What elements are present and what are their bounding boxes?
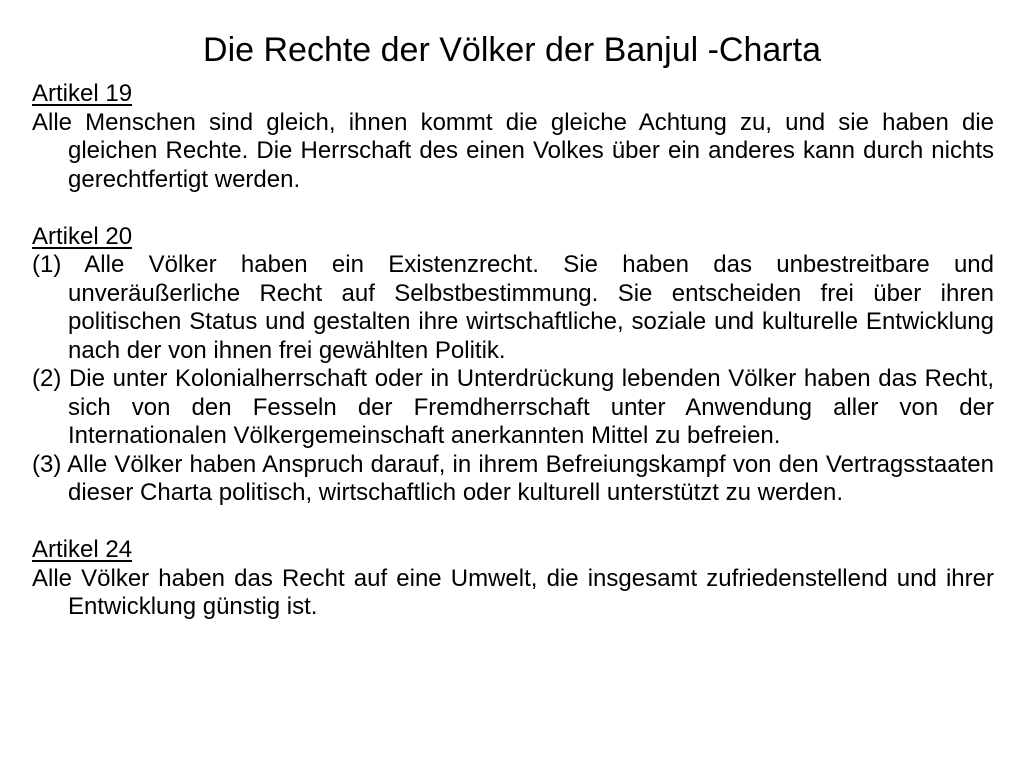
article-heading: Artikel 20	[32, 222, 133, 250]
article-24	[32, 536, 994, 622]
document-body	[32, 80, 994, 622]
section-spacer	[32, 194, 994, 223]
article-heading: Artikel 24	[32, 536, 133, 563]
section-spacer	[32, 508, 994, 537]
article-paragraph: Alle Menschen sind gleich, ihnen kommt die gleiche Achtung zu, und sie haben die gleichen Rechte. Die Herrschaft des einen Volkes über ein anderes kann durch nichts gerechtfertigt werden.	[32, 108, 994, 193]
article-paragraph: Alle Völker haben das Recht auf eine Umwelt, die insgesamt zufriedenstellend und ihrer Entwicklung günstig ist.	[32, 564, 994, 620]
article-20	[32, 223, 994, 508]
article-paragraph: (3) Alle Völker haben Anspruch darauf, in ihrem Befreiungskampf von den Vertragsstaaten dieser Charta politisch, wirtschaftlich oder kulturell unterstützt zu werden.	[32, 450, 994, 506]
article-heading: Artikel 19	[32, 80, 133, 107]
article-paragraph: (2) Die unter Kolonialherrschaft oder in Unterdrückung lebenden Völker haben das Recht, sich von den Fesseln der Fremdherrschaft unter Anwendung aller von der Internationalen Völkergemeinschaft anerkannten Mittel zu befreien.	[32, 365, 994, 449]
article-paragraph: (1) Alle Völker haben ein Existenzrecht. Sie haben das unbestreitbare und unveräußerliche Recht auf Selbstbestimmung. Sie entscheiden frei über ihren politischen Status und gestalten ihre wirtschaftliche, soziale und kulturelle Entwicklung nach der von ihnen frei gewählten Politik.	[32, 251, 994, 364]
page-title: Die Rechte der Völker der Banjul -Charta	[203, 31, 821, 69]
article-19	[32, 80, 994, 194]
